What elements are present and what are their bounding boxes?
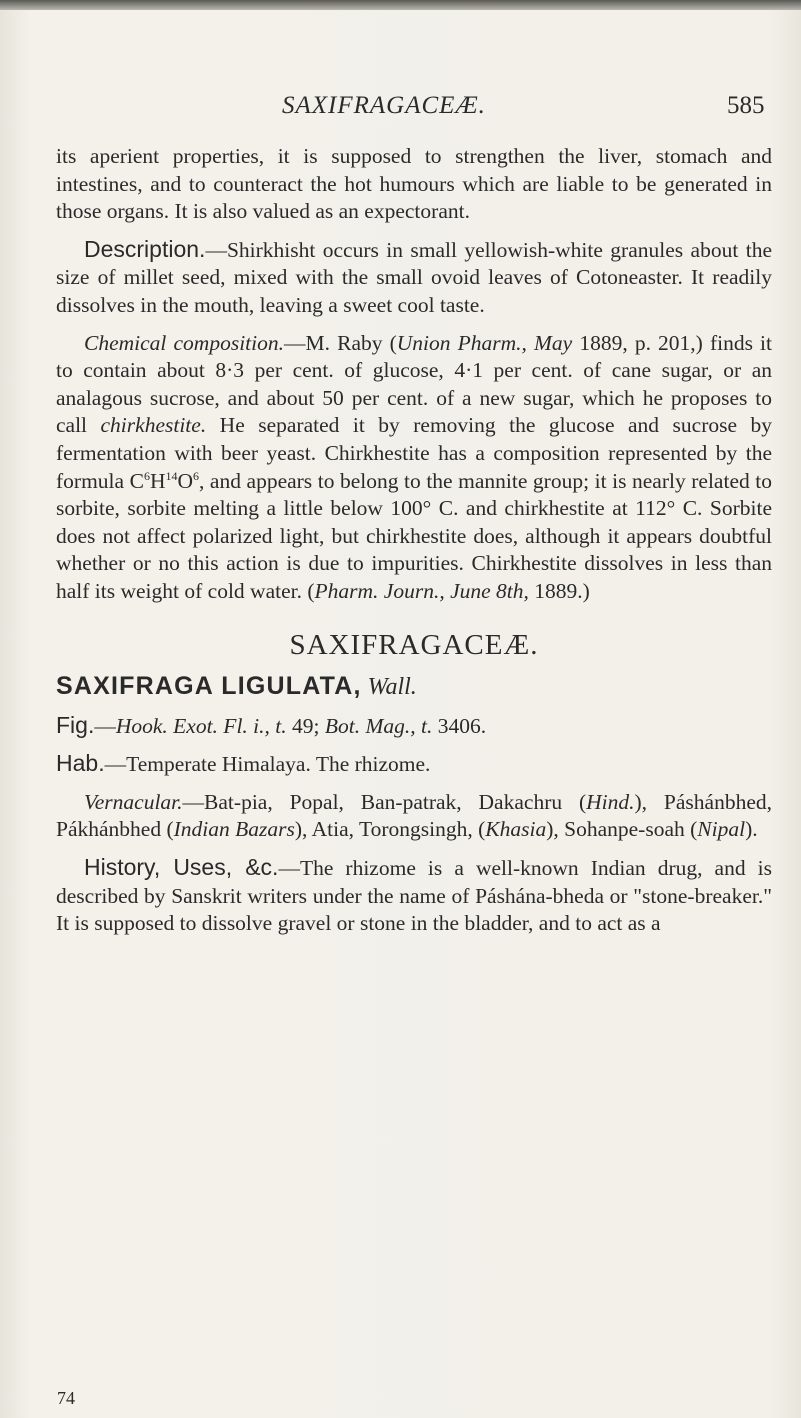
- page-edge: [0, 0, 801, 10]
- fig-text: —: [94, 713, 116, 738]
- chemical-term: chirkhestite.: [100, 413, 207, 438]
- description-text: —Shirkhisht occurs in small yellowish-white granules about the size of millet seed, mixed with the small ovoid leaves of Cotoneaster. It readily dissolves in the mouth, leaving a sweet cool taste.: [56, 237, 772, 317]
- vernacular-region: Nipal: [697, 817, 746, 842]
- vernacular-text: —Bat-pia, Popal, Ban-patrak, Dakachru (: [182, 789, 587, 814]
- chemical-text: He separated it by removing the glucose and sucrose by fermentation with beer yeast. Chirkhestite has a composition represented by the formula C: [56, 413, 772, 493]
- fig-lead: Fig.: [56, 711, 95, 738]
- fig-text: 49;: [286, 713, 325, 738]
- vernacular-text: ), Sohanpe-soah (: [546, 817, 698, 842]
- page-body: [56, 143, 772, 938]
- formula-index: 14: [165, 468, 178, 483]
- chemical-text: O: [177, 468, 194, 493]
- history-lead: History, Uses, &c.: [84, 854, 279, 881]
- chemical-text: —M. Raby (: [284, 330, 397, 355]
- vernacular-region: Indian Bazars: [173, 817, 295, 842]
- species-author: Wall.: [367, 674, 417, 701]
- chemical-text: 1889.): [528, 578, 590, 603]
- page-number: 585: [727, 92, 765, 119]
- vernacular-lead: Vernacular.: [84, 789, 183, 814]
- paragraph-chemical: [56, 330, 772, 606]
- running-head: [0, 92, 801, 132]
- vernacular-region: Hind.: [586, 789, 635, 814]
- vernacular-text: ), Atia, Torongsingh, (: [294, 817, 486, 842]
- vernacular-text: ), Páshánbhed, Pákhánbhed (: [56, 789, 772, 842]
- vernacular-region: Khasia: [485, 817, 547, 842]
- history-text: —The rhizome is a well-known Indian drug, and is described by Sanskrit writers under the name of Páshána-bheda or "stone-breaker." It is supposed to dissolve gravel or stone in the bladder, and to act as a: [56, 856, 773, 936]
- formula-index: 6: [193, 468, 200, 483]
- fig-text: 3406.: [432, 713, 487, 738]
- running-title: SAXIFRAGACEÆ.: [282, 92, 486, 119]
- paragraph-description: [56, 236, 772, 320]
- species-heading: [56, 673, 772, 702]
- chemical-ref: Pharm. Journ., June 8th,: [314, 578, 529, 603]
- signature-mark: 74: [57, 1388, 75, 1408]
- description-lead: Description.: [84, 235, 206, 262]
- formula-index: 6: [143, 468, 150, 483]
- species-name: SAXIFRAGA LIGULATA,: [56, 672, 362, 701]
- hab-lead: Hab.: [56, 750, 105, 777]
- chemical-ref: Union Pharm., May: [396, 330, 573, 355]
- fig-ref: Hook. Exot. Fl. i., t.: [115, 713, 287, 738]
- paragraph-hab: [56, 750, 772, 779]
- paragraph-vernacular: [56, 789, 772, 844]
- paragraph-history: [56, 854, 772, 938]
- paragraph-aperient: its aperient properties, it is supposed to strengthen the liver, stomach and intestines, and to counteract the hot humours which are liable to be generated in those organs. It is also valued as an expectorant.: [56, 144, 772, 224]
- hab-text: —Temperate Himalaya. The rhizome.: [104, 752, 431, 777]
- chemical-text: , and appears to belong to the mannite group; it is nearly related to sorbite, sorbite melting a little below 100° C. and chirkhestite at 112° C. Sorbite does not affect polarized light, but chirkhestite does, although it appears doubtful whether or no this action is due to impurities. Chirkhestite dissolves in less than half its weight of cold water. (: [56, 468, 772, 603]
- vernacular-text: ).: [745, 817, 758, 842]
- chemical-lead: Chemical composition.: [84, 330, 284, 355]
- chemical-text: H: [149, 468, 166, 493]
- paragraph-fig: [56, 712, 772, 741]
- fig-ref: Bot. Mag., t.: [324, 713, 433, 738]
- chemical-text: 1889, p. 201,) finds it to contain about 8·3 per cent. of glucose, 4·1 per cent. of cane sugar, or an analagous sucrose, and about 50 per cent. of a new sugar, which he proposes to call: [56, 330, 772, 438]
- section-heading: SAXIFRAGACEÆ.: [289, 628, 539, 661]
